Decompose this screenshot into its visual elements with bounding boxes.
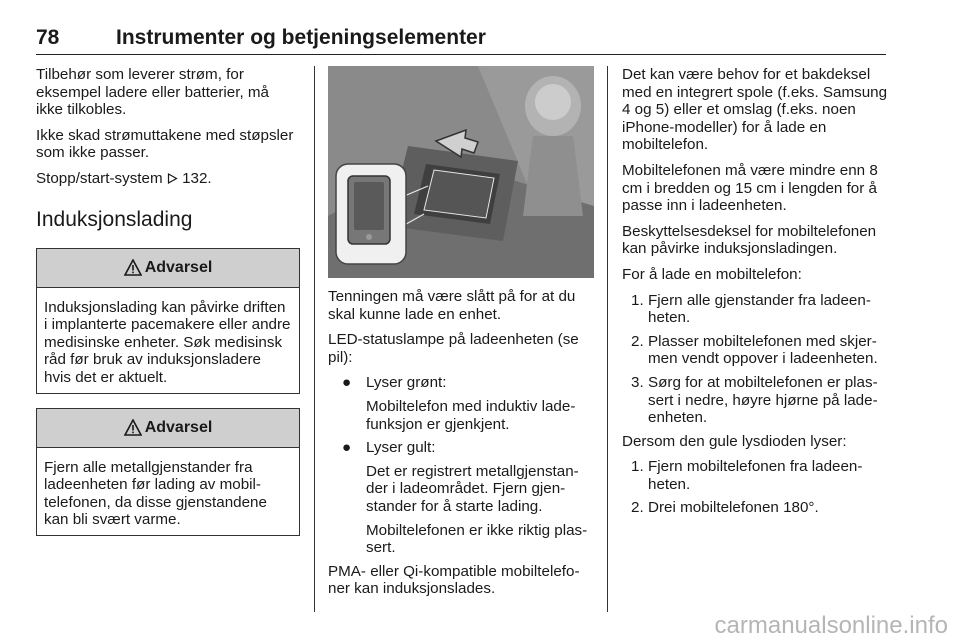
warning-title: Advarsel bbox=[144, 418, 213, 436]
paragraph: LED-statuslampe på ladeenheten (se pil): bbox=[328, 331, 579, 366]
charging-unit-illustration bbox=[328, 66, 594, 278]
list-text: Plasser mobiltelefonen med skjermen vendt oppover i ladeenheten. bbox=[648, 332, 878, 368]
list-number: 1. bbox=[631, 291, 644, 309]
column-divider bbox=[607, 66, 608, 612]
paragraph: Tilbehør som leverer strøm, for eksempel ladere eller batterier, må ikke tilkobles. bbox=[36, 66, 269, 119]
warning-text: Fjern alle metallgjenstander fra ladeenheten før lading av mobiltelefonen, da disse gjenstandene kan bli svært varme. bbox=[44, 458, 267, 529]
column-left bbox=[36, 66, 300, 550]
list-number: 1. bbox=[631, 458, 644, 476]
watermark: carmanualsonline.info bbox=[714, 612, 948, 639]
warning-header bbox=[37, 409, 299, 448]
page-reference-arrow-icon[interactable] bbox=[167, 170, 178, 187]
warning-box bbox=[36, 248, 300, 394]
warning-header bbox=[37, 249, 299, 288]
paragraph: PMA- eller Qi-kompatible mobiltelefoner kan induksjonslades. bbox=[328, 562, 580, 598]
column-right bbox=[622, 66, 888, 523]
list-item bbox=[622, 292, 888, 327]
paragraph: Ikke skad strømuttakene med støpsler som ikke passer. bbox=[36, 126, 294, 162]
bullet-detail: Det er registrert metallgjenstander i ladeområdet. Fjern gjenstander for å starte lading. bbox=[366, 462, 579, 515]
bullet-dot-icon: ● bbox=[342, 374, 352, 392]
page-title: Instrumenter og betjeningselementer bbox=[116, 26, 486, 49]
list-number: 2. bbox=[631, 332, 644, 350]
bullet-detail: Mobiltelefon med induktiv ladefunksjon er gjenkjent. bbox=[366, 397, 576, 433]
list-number: 2. bbox=[631, 499, 644, 517]
list-item bbox=[622, 499, 888, 517]
reference-page[interactable]: 132. bbox=[182, 169, 212, 187]
warning-triangle-icon bbox=[124, 419, 142, 436]
warning-title: Advarsel bbox=[144, 258, 213, 276]
bullet-label: Lyser gult: bbox=[366, 439, 436, 457]
page-number: 78 bbox=[36, 26, 60, 49]
list-text: Drei mobiltelefonen 180°. bbox=[648, 499, 819, 517]
list-number: 3. bbox=[631, 373, 644, 391]
list-item bbox=[622, 333, 888, 368]
list-item bbox=[622, 374, 888, 427]
bullet-dot-icon: ● bbox=[342, 439, 352, 457]
warning-text: Induksjonslading kan påvirke driften i implanterte pacemakere eller andre medisinske enheter. Søk medisinsk råd før bruk av induksjonsladere hvis det er aktuelt. bbox=[44, 298, 291, 386]
paragraph: Det kan være behov for et bakdeksel med en integrert spole (f.eks. Samsung 4 og 5) eller et omslag (f.eks. noen iPhone-modeller) for å lade en mobiltelefon. bbox=[622, 66, 888, 154]
reference-text: Stopp/start-system bbox=[36, 169, 163, 187]
list-text: Fjern mobiltelefonen fra ladeenheten. bbox=[648, 458, 863, 493]
list-item bbox=[622, 458, 888, 493]
bullet-detail: Mobiltelefonen er ikke riktig plassert. bbox=[366, 521, 588, 557]
column-middle bbox=[328, 66, 594, 606]
paragraph: Mobiltelefonen må være mindre enn 8 cm i bredden og 15 cm i lengden for å passe inn i ladeenheten. bbox=[622, 161, 878, 215]
section-title: Induksjonslading bbox=[36, 207, 193, 231]
paragraph: Tenningen må være slått på for at du skal kunne lade en enhet. bbox=[328, 288, 576, 323]
warning-box bbox=[36, 408, 300, 536]
bullet-label: Lyser grønt: bbox=[366, 374, 447, 392]
bullet-item bbox=[328, 439, 594, 457]
bullet-item bbox=[328, 374, 594, 392]
list-text: Fjern alle gjenstander fra ladeenheten. bbox=[648, 291, 871, 327]
page-header bbox=[36, 26, 886, 55]
paragraph: Beskyttelsesdeksel for mobiltelefonen kan påvirke induksjonsladingen. bbox=[622, 222, 877, 258]
list-text: Sørg for at mobiltelefonen er plassert i nedre, høyre hjørne på ladeenheten. bbox=[648, 373, 878, 427]
column-divider bbox=[314, 66, 315, 612]
paragraph: Dersom den gule lysdioden lyser: bbox=[622, 432, 847, 450]
cross-reference bbox=[36, 170, 300, 188]
paragraph: For å lade en mobiltelefon: bbox=[622, 265, 802, 283]
warning-triangle-icon bbox=[124, 259, 142, 276]
